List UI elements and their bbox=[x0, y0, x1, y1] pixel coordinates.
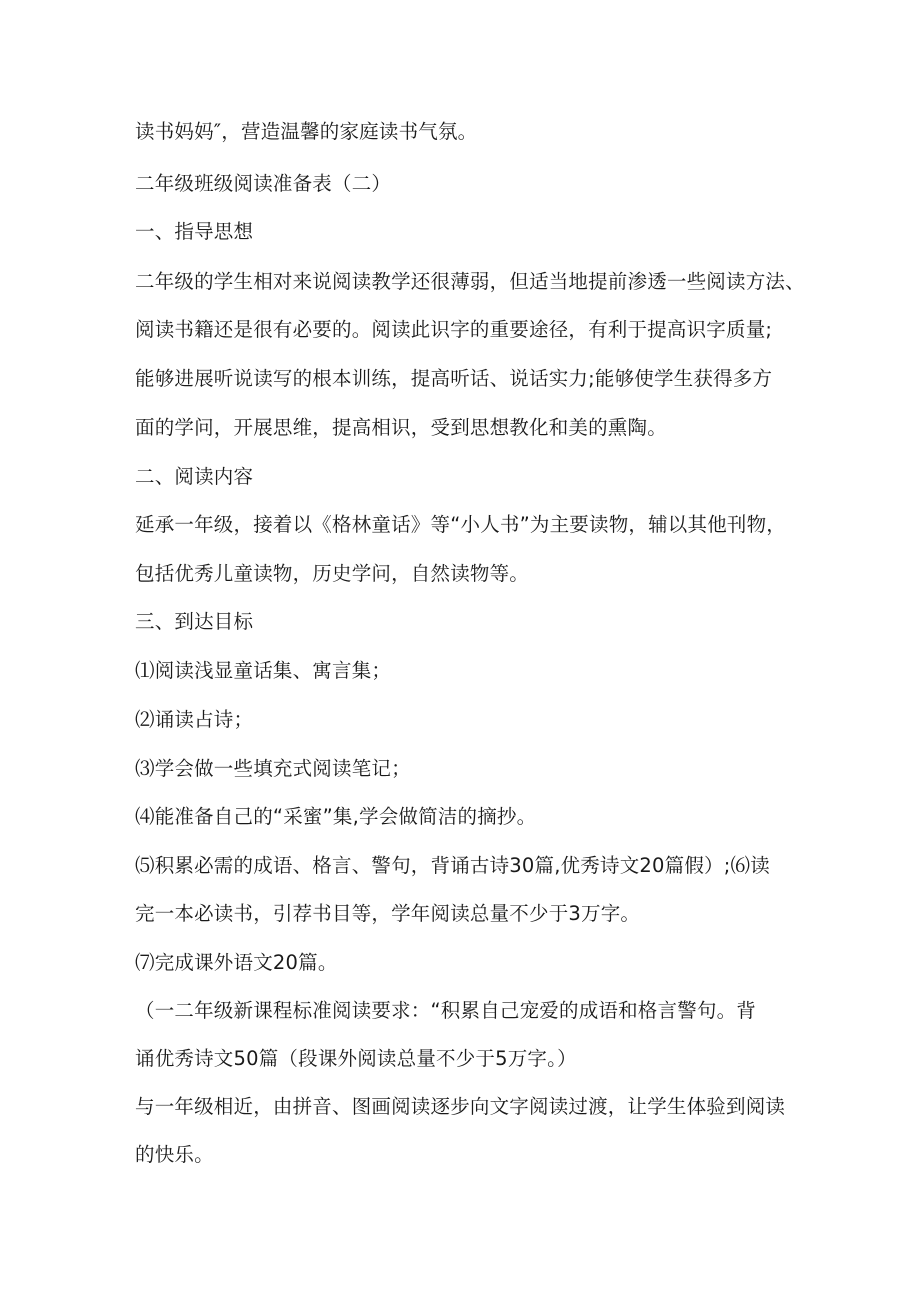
list-item: ⑸积累必需的成语、格言、警句，背诵古诗30篇,优秀诗文20篇假）;⑹读 bbox=[135, 854, 770, 877]
section-heading-targets: 三、到达目标 bbox=[135, 610, 254, 633]
paragraph-line: 阅读书籍还是很有必要的。阅读此识字的重要途径，有利于提高识字质量; bbox=[135, 318, 773, 341]
paragraph-line: 与一年级相近，由拼音、图画阅读逐步向文字阅读过渡，让学生体验到阅读 bbox=[135, 1095, 786, 1118]
paragraph-line: 能够进展听说读写的根本训练，提高听话、说话实力;能够使学生获得多方 bbox=[135, 367, 773, 390]
text-line-intro-end: 读书妈妈″，营造温馨的家庭读书气氛。 bbox=[135, 120, 478, 143]
paragraph-line: 的快乐。 bbox=[135, 1143, 214, 1166]
section-heading-reading-content: 二、阅读内容 bbox=[135, 465, 254, 488]
list-item: ⑺完成课外语文20篇。 bbox=[135, 951, 338, 974]
list-item: ⑵诵读占诗； bbox=[135, 708, 254, 731]
paragraph-line: 二年级的学生相对来说阅读教学还很薄弱，但适当地提前渗透一些阅读方法、 bbox=[135, 270, 805, 293]
paragraph-line: 诵优秀诗文50篇（段课外阅读总量不少于5万字。） bbox=[135, 1047, 577, 1070]
paragraph-line: 面的学问，开展思维，提高相识，受到思想教化和美的熏陶。 bbox=[135, 416, 667, 439]
list-item: ⑴阅读浅显童话集、寓言集； bbox=[135, 659, 392, 682]
section-heading-guiding-thought: 一、指导思想 bbox=[135, 220, 254, 243]
paragraph-line: （一二年级新课程标准阅读要求：“积累自己宠爱的成语和格言警句。背 bbox=[135, 999, 757, 1022]
paragraph-line: 包括优秀儿童读物，历史学问，自然读物等。 bbox=[135, 562, 530, 585]
list-item: ⑶学会做一些填充式阅读笔记； bbox=[135, 757, 411, 780]
document-title: 二年级班级阅读准备表（二） bbox=[135, 172, 392, 195]
list-item: ⑷能准备自己的“采蜜”集,学会做简洁的摘抄。 bbox=[135, 805, 537, 828]
paragraph-line: 延承一年级，接着以《格林童话》等“小人书”为主要读物，辅以其他刊物， bbox=[135, 513, 787, 536]
list-item-continuation: 完一本必读书，引荐书目等，学年阅读总量不少于3万字。 bbox=[135, 902, 641, 925]
